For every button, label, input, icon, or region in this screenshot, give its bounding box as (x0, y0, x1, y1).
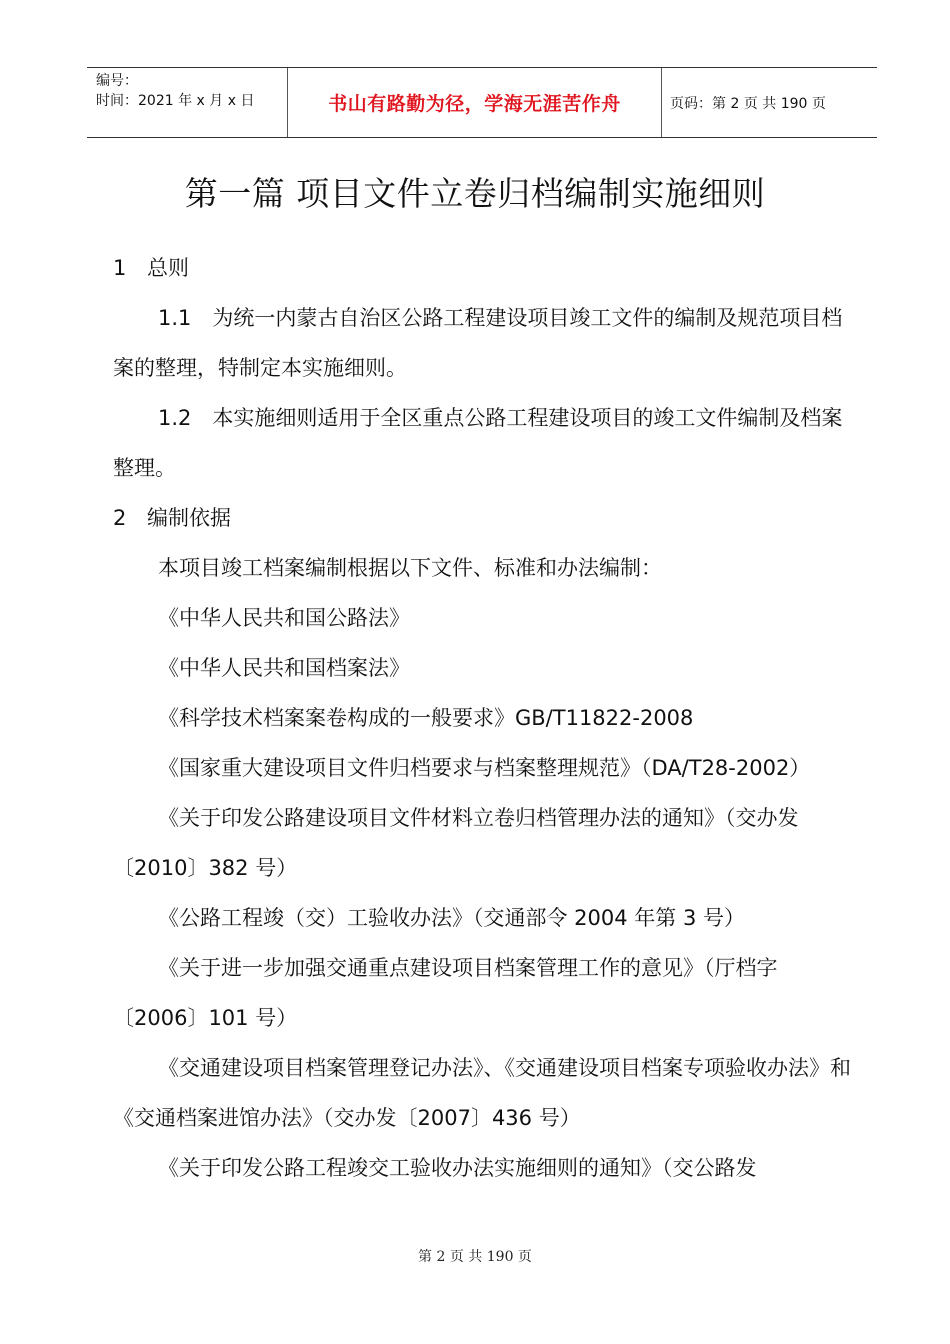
paragraph: 1.2 本实施细则适用于全区重点公路工程建设项目的竣工文件编制及档案整理。 (113, 406, 843, 480)
document-header (87, 67, 877, 138)
section-number: 2 (113, 506, 127, 530)
document-body (113, 243, 853, 1193)
time-label: 时间：2021 年 x 月 x 日 (96, 93, 255, 109)
reference-item: 《关于进一步加强交通重点建设项目档案管理工作的意见》（厅档字〔2006〕101 号） (113, 956, 778, 1030)
section-number: 1 (113, 256, 127, 280)
reference-item: 《交通建设项目档案管理登记办法》、《交通建设项目档案专项验收办法》和《交通档案进馆办法》（交办发〔2007〕436 号） (113, 1056, 851, 1130)
reference-item: 《国家重大建设项目文件归档要求与档案整理规范》（DA/T28-2002） (158, 756, 811, 780)
reference-item: 《关于印发公路工程竣交工验收办法实施细则的通知》（交公路发 (158, 1156, 757, 1180)
section-title: 编制依据 (147, 506, 231, 530)
reference-item: 《关于印发公路建设项目文件材料立卷归档管理办法的通知》（交办发〔2010〕382 号） (113, 806, 799, 880)
header-meta (87, 68, 288, 137)
header-page-info-cell (662, 68, 877, 137)
section-title: 总则 (147, 256, 189, 280)
page-title: 第一篇 项目文件立卷归档编制实施细则 (184, 174, 766, 213)
reference-item: 《科学技术档案案卷构成的一般要求》GB/T11822-2008 (158, 706, 694, 730)
page-footer: 第 2 页 共 190 页 (418, 1249, 532, 1265)
paragraph: 1.1 为统一内蒙古自治区公路工程建设项目竣工文件的编制及规范项目档案的整理，特制定本实施细则。 (113, 306, 843, 380)
reference-item: 《中华人民共和国档案法》 (158, 656, 410, 680)
page-info: 页码：第 2 页 共 190 页 (670, 95, 826, 112)
section-heading-1 (113, 243, 853, 293)
reference-item: 《公路工程竣（交）工验收办法》（交通部令 2004 年第 3 号） (158, 906, 746, 930)
header-motto-cell (288, 68, 662, 137)
motto: 书山有路勤为径，学海无涯苦作舟 (328, 93, 621, 115)
number-label: 编号： (96, 73, 138, 89)
reference-item: 《中华人民共和国公路法》 (158, 606, 410, 630)
section-heading-2 (113, 493, 853, 543)
paragraph: 本项目竣工档案编制根据以下文件、标准和办法编制： (158, 556, 662, 580)
